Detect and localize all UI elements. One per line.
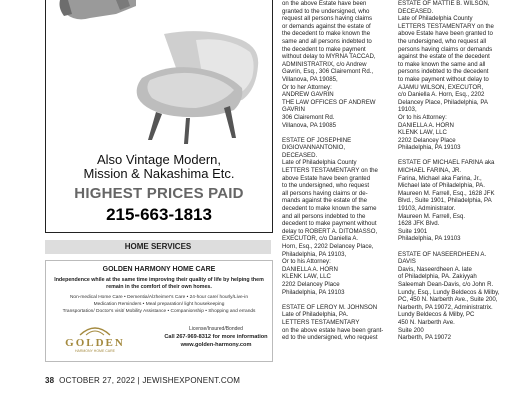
notice-line: above Estate have been granted to (398, 30, 493, 38)
notice-line: Farina, Michael aka Farina, Jr., (398, 174, 482, 182)
notice-line: Horn, Esq., 2202 Delancey Place, (282, 243, 374, 250)
gh-call: Call 267-969-8312 for more information (164, 334, 268, 340)
notice-line: Maureen M. Farrell, Esq., 1628 JFK (398, 189, 495, 197)
notice-line: EXECUTOR, c/o Daniella A. (282, 235, 359, 243)
notice-line: ESTATE OF JOSEPHINE (282, 136, 352, 144)
page-number: 38 (45, 376, 55, 385)
notice-line: Michael late of Philadelphia, PA. (398, 182, 485, 190)
notice-line: PC, 450 N. Narberth Ave., Suite 200, (398, 296, 498, 304)
page-footer (45, 376, 240, 385)
notice-line: DANIELLA A. HORN (282, 265, 338, 273)
notice-line: the decedent to make payment (282, 45, 366, 53)
notice-line: to make known the same and all (398, 60, 486, 68)
notice-line: and all persons indebted to the (282, 212, 366, 220)
notice-line: Suite 1901 (398, 227, 428, 235)
notice-line: DAVIS (398, 258, 416, 266)
notice-line: Lundy Beldecos & Milby, PC (398, 311, 475, 319)
notice-line: Late of Philadelphia County (398, 15, 473, 23)
notice-line: the undersigned, who request all (398, 37, 487, 45)
notice-line: above Estate have been granted (282, 174, 371, 182)
notice-line: THE LAW OFFICES OF ANDREW (282, 98, 376, 106)
notice-line: on the above Estate have been (282, 0, 367, 7)
notice-line: request all persons having claims (282, 15, 373, 23)
notice-line: LETTERS TESTAMENTARY on the (398, 22, 494, 30)
notice-separator (282, 296, 390, 304)
golden-harmony-logo: GOLDEN HARMONY HOME CARE (56, 323, 134, 355)
notice-line: decedent to make payment without (282, 220, 377, 228)
notice-line: ESTATE OF MICHAEL FARINA aka (398, 159, 495, 167)
notice-line: or demands against the estate of (282, 22, 371, 30)
notice-line: 2202 Delancey Place (282, 280, 340, 288)
notice-line: Or to her Attorney: (282, 83, 332, 91)
notice-line: to the undersigned, who request (282, 182, 370, 190)
notice-line: 2202 Delancey Place (398, 136, 456, 144)
notice-line: Philadelphia, PA 19103, (282, 250, 347, 258)
notice-line: decedent to make known the same (282, 205, 377, 213)
notice-line: Blvd., Suite 1901, Philadelphia, PA (398, 197, 492, 205)
notice-line: KLENK LAW, LLC (398, 129, 447, 137)
gh-services-3: Transportation/ Doctor's visit/ Mobility Assistance • Companionship • Shopping and errands (62, 309, 256, 314)
ad-line-mission: Mission & Nakashima Etc. (83, 166, 235, 181)
notice-line: KLENK LAW, LLC (282, 273, 331, 281)
notice-line: DIGIOVANNANTONIO, (282, 144, 346, 152)
notice-line: ed to the undersigned, who request (282, 334, 378, 342)
notice-separator (398, 152, 508, 160)
notice-line: Philadelphia, PA 19103 (398, 144, 461, 152)
notice-line: Late of Philadelphia County (282, 159, 357, 167)
notice-line: against the estate of the decedent (398, 53, 490, 61)
notice-separator (398, 243, 508, 251)
issue-date: OCTOBER 27, 2022 (59, 376, 136, 385)
notice-line: 306 Clairemont Rd. (282, 113, 335, 121)
antique-furniture-ad (45, 0, 273, 233)
notice-line: Narberth, PA 19072, Administratrix. (398, 303, 493, 311)
notice-line: to make payment without delay to (398, 75, 489, 83)
notice-line: persons indebted to the decedent (398, 68, 489, 76)
notice-line: on the above estate have been grant- (282, 326, 384, 334)
ad-line-prices: HIGHEST PRICES PAID (74, 185, 244, 202)
notice-line: granted to the undersigned, who (282, 7, 370, 15)
notice-line: Philadelphia, PA 19103 (282, 288, 345, 296)
notice-line: DANIELLA A. HORN (398, 121, 454, 129)
notice-line: Or to his Attorney: (282, 258, 331, 266)
gh-services-2: Medication Reminders • Meal preparation/ light housekeeping (93, 302, 225, 307)
notice-line: MICHAEL FARINA, JR. (398, 167, 462, 175)
legal-column-2 (398, 0, 508, 342)
notice-line: delay to ROBERT A. DITOMASSO, (282, 227, 378, 235)
notice-line: ESTATE OF MATTIE B. WILSON, (398, 0, 490, 7)
notice-line: of Philadelphia, PA. Zakiyyah (398, 273, 477, 281)
footer-separator: | (137, 376, 140, 385)
notice-line: 19103, (398, 106, 417, 114)
notice-line: 19103, Administrator. (398, 205, 456, 213)
gh-website: www.golden-harmony.com (180, 342, 252, 348)
golden-harmony-ad (45, 260, 273, 362)
notice-line: Gavrin, Esq., 306 Clairemont Rd., (282, 68, 374, 76)
notice-line: DECEASED. (282, 151, 318, 159)
gh-services-1: Non-medical Home Care • Dementia/Alzheimer's Care • 24-hour care/ hourly/Live-in (69, 295, 249, 300)
site-name: JEWISHEXPONENT.COM (142, 376, 241, 385)
notice-line: GAVRIN (282, 106, 305, 114)
notice-line: ESTATE OF LEROY M. JOHNSON (282, 303, 378, 311)
notice-line: c/o Daniella A. Horn, Esq., 2202 (398, 91, 485, 99)
notice-line: Saleemah Dean-Davis, c/o John R. (398, 280, 494, 288)
notice-line: same and all persons indebted to (282, 37, 372, 45)
notice-line: LETTERS TESTAMENTARY on the (282, 167, 378, 175)
home-services-header: HOME SERVICES (45, 240, 271, 254)
ad-line-vintage: Also Vintage Modern, (96, 152, 222, 167)
notice-line: mands against the estate of the (282, 197, 368, 205)
notice-line: Davis, Naseerdheen A. late (398, 265, 472, 273)
chair-image (46, 0, 272, 150)
notice-line: ADMINISTRATRIX, c/o Andrew (282, 60, 367, 68)
notice-line: Maureen M. Farrell, Esq. (398, 212, 466, 220)
notice-line: 450 N. Narberth Ave. (398, 318, 455, 326)
gh-license: License/Insured/Bonded (189, 326, 243, 332)
notice-line: ESTATE OF NASEERDHEEN A. (398, 250, 487, 258)
notice-line: LETTERS TESTAMENTARY (282, 318, 360, 326)
notice-line: Late of Philadelphia, PA. (282, 311, 349, 319)
notice-line: without delay to MYRNA TACCAD, (282, 53, 376, 61)
legal-column-1 (282, 0, 390, 342)
notice-line: Philadelphia, PA 19103 (398, 235, 461, 243)
gh-subtitle: Independence while at the same time improving their quality of life by helping them remain in the comfort of their own homes. (54, 277, 264, 290)
notice-line: DECEASED. (398, 7, 434, 15)
notice-line: AJAMU WILSON, EXECUTOR, (398, 83, 484, 91)
notice-line: Lundy, Esq., Lundy Beldecos & Milby, (398, 288, 500, 296)
notice-separator (282, 129, 390, 137)
notice-line: Delancey Place, Philadelphia, PA (398, 98, 488, 106)
notice-line: all persons having claims or de- (282, 189, 368, 197)
notice-line: persons having claims or demands (398, 45, 493, 53)
ad-phone: 215-663-1813 (106, 205, 212, 224)
notice-line: Villanova, PA 19085 (282, 121, 336, 129)
notice-line: ANDREW GAVRIN (282, 91, 334, 99)
notice-line: Villanova, PA 19085, (282, 75, 338, 83)
notice-line: the decedent to make known the (282, 30, 371, 38)
notice-line: Suite 200 (398, 326, 424, 334)
notice-line: Narberth, PA 19072 (398, 334, 452, 342)
notice-line: 1628 JFK Blvd. (398, 220, 440, 228)
notice-line: Or to his Attorney: (398, 113, 447, 121)
gh-title: GOLDEN HARMONY HOME CARE (102, 266, 216, 273)
